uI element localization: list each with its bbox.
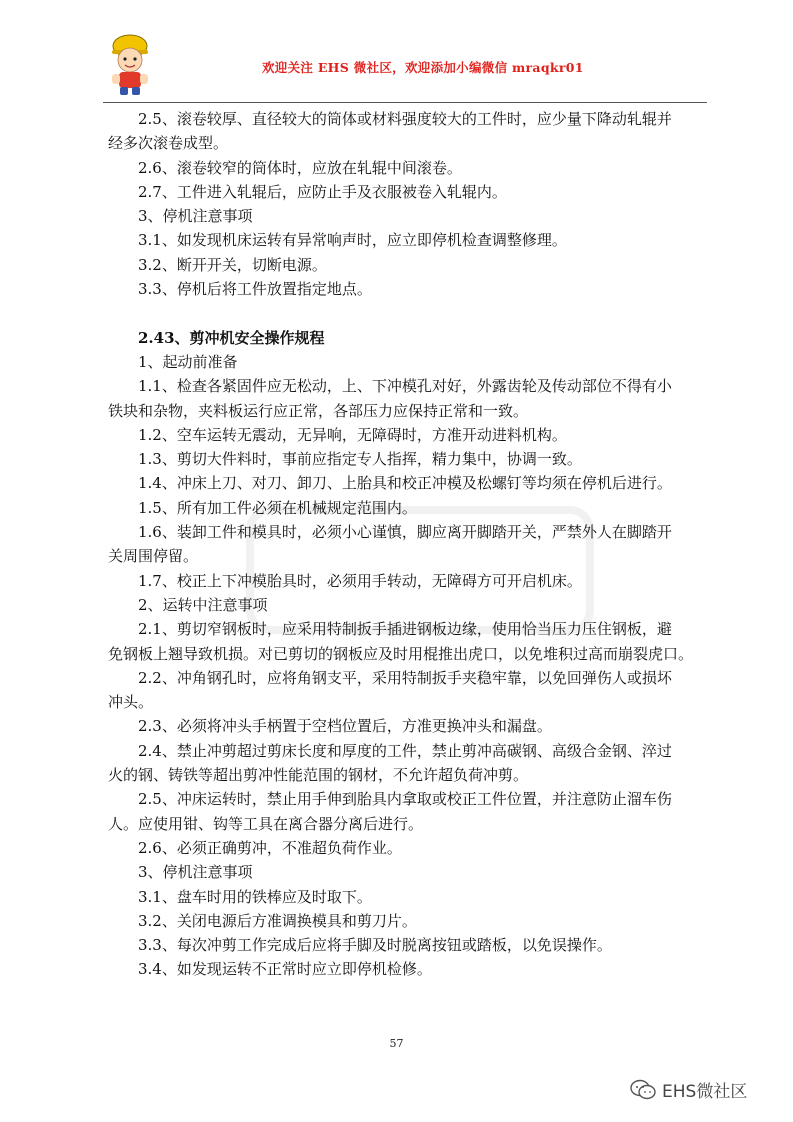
page-number: 57 xyxy=(389,1037,404,1050)
text-line: 人。应使用钳、钩等工具在离合器分离后进行。 xyxy=(108,814,424,833)
text-line: 3.4、如发现运转不正常时应立即停机检修。 xyxy=(138,960,432,979)
text-line: 2.5、滚卷较厚、直径较大的筒体或材料强度较大的工件时，应少量下降动轧辊并 xyxy=(138,110,672,128)
text-line: 1.6、装卸工件和模具时，必须小心谨慎，脚应离开脚踏开关，严禁外人在脚踏开 xyxy=(138,523,672,542)
wechat-icon xyxy=(630,1079,656,1101)
text-line: 火的钢、铸铁等超出剪冲性能范围的钢材，不允许超负荷冲剪。 xyxy=(108,766,529,785)
text-line: 2.6、滚卷较窄的筒体时，应放在轧辊中间滚卷。 xyxy=(138,158,462,177)
page-header xyxy=(0,0,793,100)
text-line: 2.7、工件进入轧辊后，应防止手及衣服被卷入轧辊内。 xyxy=(138,182,507,201)
document-body xyxy=(108,107,708,982)
text-line: 3.2、关闭电源后方准调换模具和剪刀片。 xyxy=(138,911,417,930)
text-line: 2.3、必须将冲头手柄置于空档位置后，方准更换冲头和漏盘。 xyxy=(138,717,552,736)
text-line: 3.3、每次冲剪工作完成后应将手脚及时脱离按钮或踏板，以免误操作。 xyxy=(138,936,612,955)
text-line: 2.4、禁止冲剪超过剪床长度和厚度的工件，禁止剪冲高碳钢、高级合金钢、淬过 xyxy=(138,741,672,760)
text-line: 1.1、检查各紧固件应无松动，上、下冲模孔对好，外露齿轮及传动部位不得有小 xyxy=(138,377,672,396)
text-line: 3、停机注意事项 xyxy=(138,863,253,882)
text-line: 1.5、所有加工件必须在机械规定范围内。 xyxy=(138,498,417,517)
text-line: 3.1、盘车时用的铁棒应及时取下。 xyxy=(138,887,372,906)
text-line: 2.2、冲角钢孔时，应将角钢支平，采用特制扳手夹稳牢靠，以免回弹伤人或损坏 xyxy=(138,668,672,687)
text-line: 1.2、空车运转无震动，无异响，无障碍时，方准开动进料机构。 xyxy=(138,425,567,444)
text-line: 3.2、断开开关，切断电源。 xyxy=(138,255,327,274)
text-line: 3.3、停机后将工件放置指定地点。 xyxy=(138,280,372,299)
header-banner: 欢迎关注 EHS 微社区，欢迎添加小编微信 mraqkr01 xyxy=(262,60,584,75)
text-line: 铁块和杂物，夹料板运行应正常，各部压力应保持正常和一致。 xyxy=(108,401,529,420)
text-line: 3.1、如发现机床运转有异常响声时，应立即停机检查调整修理。 xyxy=(138,231,567,250)
mascot-icon xyxy=(104,30,156,96)
text-line: 1.4、冲床上刀、对刀、卸刀、上胎具和校正冲模及松螺钉等均须在停机后进行。 xyxy=(138,474,672,493)
text-line: 2.5、冲床运转时，禁止用手伸到胎具内拿取或校正工件位置，并注意防止溜车伤 xyxy=(138,790,672,809)
text-line: 3、停机注意事项 xyxy=(138,207,253,226)
text-line: 关周围停留。 xyxy=(108,547,199,566)
text-line: 2、运转中注意事项 xyxy=(138,595,268,614)
header-divider xyxy=(103,102,707,103)
text-line: 免钢板上翘导致机损。对已剪切的钢板应及时用棍推出虎口，以免堆积过高而崩裂虎口。 xyxy=(108,644,694,663)
source-watermark xyxy=(630,1077,747,1102)
text-line: 1.3、剪切大件料时，事前应指定专人指挥，精力集中，协调一致。 xyxy=(138,450,582,469)
blank-line xyxy=(108,301,708,325)
text-line: 经多次滚卷成型。 xyxy=(108,134,229,153)
section-heading: 2.43、剪冲机安全操作规程 xyxy=(138,328,325,347)
text-line: 冲头。 xyxy=(108,693,154,712)
text-line: 1、起动前准备 xyxy=(138,352,238,371)
text-line: 2.6、必须正确剪冲，不准超负荷作业。 xyxy=(138,838,402,857)
text-line: 1.7、校正上下冲模胎具时，必须用手转动，无障碍方可开启机床。 xyxy=(138,571,582,590)
text-line: 2.1、剪切窄钢板时，应采用特制扳手插进钢板边缘，使用恰当压力压住钢板，避 xyxy=(138,620,672,639)
watermark-text: EHS微社区 xyxy=(662,1082,748,1102)
